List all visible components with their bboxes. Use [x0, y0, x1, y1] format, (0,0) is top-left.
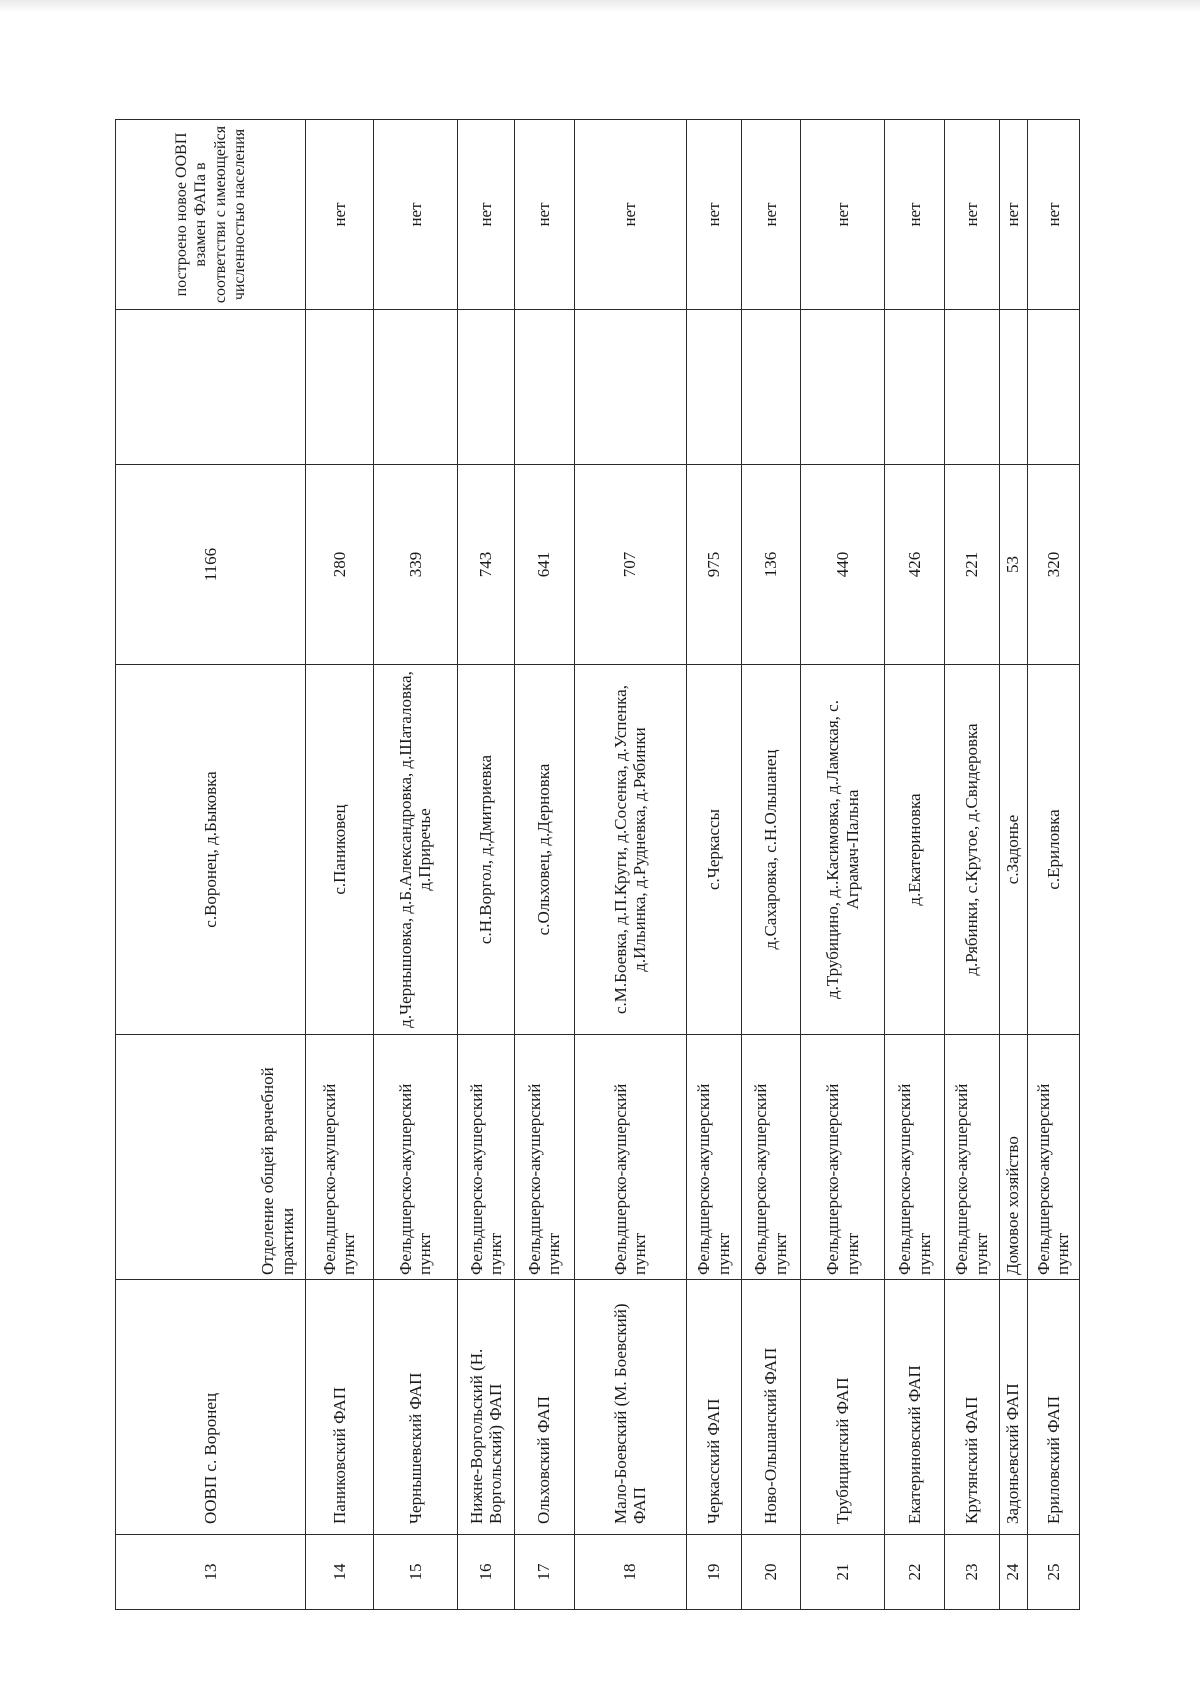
row-number: 13 [116, 1535, 306, 1610]
facility-name: Екатериновский ФАП [885, 1280, 945, 1535]
population-count: 339 [373, 465, 458, 665]
note-cell: нет [741, 120, 800, 310]
facility-name: Черкасский ФАП [686, 1280, 741, 1535]
facility-type: Фельдшерско-акушерский пункт [514, 1035, 574, 1280]
facility-type: Фельдшерско-акушерский пункт [574, 1035, 686, 1280]
population-count: 743 [458, 465, 515, 665]
population-count: 440 [800, 465, 885, 665]
note-cell: нет [514, 120, 574, 310]
row-number: 23 [945, 1535, 999, 1610]
table-row [999, 120, 1027, 1610]
note-cell: нет [1027, 120, 1079, 310]
population-count: 136 [741, 465, 800, 665]
table-row [945, 120, 999, 1610]
row-number: 19 [686, 1535, 741, 1610]
empty-cell [458, 310, 515, 465]
note-cell: нет [686, 120, 741, 310]
settlements-served: с.Ериловка [1027, 665, 1079, 1035]
empty-cell [116, 310, 306, 465]
table-row [514, 120, 574, 1610]
settlements-served: д.Сахаровка, с.Н.Ольшанец [741, 665, 800, 1035]
table-row [1027, 120, 1079, 1610]
settlements-served: с.Черкассы [686, 665, 741, 1035]
table-row [116, 120, 306, 1610]
population-count: 280 [306, 465, 373, 665]
facilities-table [115, 119, 1080, 1610]
empty-cell [373, 310, 458, 465]
table-row [686, 120, 741, 1610]
facility-type: Отделение общей врачебной практики [116, 1035, 306, 1280]
row-number: 21 [800, 1535, 885, 1610]
settlements-served: д.Екатериновка [885, 665, 945, 1035]
note-cell: нет [373, 120, 458, 310]
facility-type: Фельдшерско-акушерский пункт [800, 1035, 885, 1280]
settlements-served: с.Паниковец [306, 665, 373, 1035]
row-number: 20 [741, 1535, 800, 1610]
empty-cell [1027, 310, 1079, 465]
settlements-served: с.Ольховец, д.Дерновка [514, 665, 574, 1035]
facility-type: Фельдшерско-акушерский пункт [741, 1035, 800, 1280]
note-cell: нет [885, 120, 945, 310]
facility-name: Нижне-Воргольский (Н. Воргольский) ФАП [458, 1280, 515, 1535]
row-number: 17 [514, 1535, 574, 1610]
row-number: 22 [885, 1535, 945, 1610]
population-count: 426 [885, 465, 945, 665]
facility-name: Чернышевский ФАП [373, 1280, 458, 1535]
population-count: 53 [999, 465, 1027, 665]
settlements-served: с.Воронец, д.Быковка [116, 665, 306, 1035]
row-number: 18 [574, 1535, 686, 1610]
row-number: 14 [306, 1535, 373, 1610]
facility-type: Фельдшерско-акушерский пункт [885, 1035, 945, 1280]
row-number: 16 [458, 1535, 515, 1610]
empty-cell [741, 310, 800, 465]
empty-cell [945, 310, 999, 465]
population-count: 320 [1027, 465, 1079, 665]
facility-type: Фельдшерско-акушерский пункт [306, 1035, 373, 1280]
empty-cell [885, 310, 945, 465]
facility-name: Трубицинский ФАП [800, 1280, 885, 1535]
facility-name: Ольховский ФАП [514, 1280, 574, 1535]
table-row [306, 120, 373, 1610]
facility-type: Фельдшерско-акушерский пункт [686, 1035, 741, 1280]
facility-name: Задоньевский ФАП [999, 1280, 1027, 1535]
facility-type: Фельдшерско-акушерский пункт [373, 1035, 458, 1280]
note-cell: нет [800, 120, 885, 310]
table-row [574, 120, 686, 1610]
facility-name: Ново-Ольшанский ФАП [741, 1280, 800, 1535]
facility-name: Мало-Боевский (М. Боевский) ФАП [574, 1280, 686, 1535]
note-cell: нет [306, 120, 373, 310]
empty-cell [574, 310, 686, 465]
population-count: 641 [514, 465, 574, 665]
table-row [885, 120, 945, 1610]
row-number: 24 [999, 1535, 1027, 1610]
facility-type: Домовое хозяйство [999, 1035, 1027, 1280]
note-cell: нет [458, 120, 515, 310]
note-cell: нет [999, 120, 1027, 310]
settlements-served: д.Рябинки, с.Крутое, д.Свидеровка [945, 665, 999, 1035]
facility-name: Крутянский ФАП [945, 1280, 999, 1535]
facility-name: ООВП с. Воронец [116, 1280, 306, 1535]
empty-cell [800, 310, 885, 465]
row-number: 15 [373, 1535, 458, 1610]
population-count: 975 [686, 465, 741, 665]
population-count: 221 [945, 465, 999, 665]
note-cell: построено новое ООВП взамен ФАПа в соответстви с имеющейся численностью населения [116, 120, 306, 310]
note-cell: нет [574, 120, 686, 310]
note-cell: нет [945, 120, 999, 310]
table-row [458, 120, 515, 1610]
facility-type: Фельдшерско-акушерский пункт [1027, 1035, 1079, 1280]
empty-cell [514, 310, 574, 465]
facility-name: Паниковский ФАП [306, 1280, 373, 1535]
table-body [116, 120, 1080, 1610]
population-count: 707 [574, 465, 686, 665]
table-row [373, 120, 458, 1610]
settlements-served: с.Задонье [999, 665, 1027, 1035]
facility-name: Ериловский ФАП [1027, 1280, 1079, 1535]
settlements-served: с.Н.Воргол, д.Дмитриевка [458, 665, 515, 1035]
table-row [741, 120, 800, 1610]
rotated-page-content [115, 120, 1080, 1610]
settlements-served: д.Чернышовка, д.Б.Александровка, д.Шаталовка, д.Приречье [373, 665, 458, 1035]
population-count: 1166 [116, 465, 306, 665]
empty-cell [306, 310, 373, 465]
settlements-served: д.Трубицино, д..Касимовка, д.Ламская, с. Аграмач-Пальна [800, 665, 885, 1035]
empty-cell [686, 310, 741, 465]
facility-type: Фельдшерско-акушерский пункт [945, 1035, 999, 1280]
table-row [800, 120, 885, 1610]
settlements-served: с.М.Боевка, д.П.Круги, д.Сосенка, д.Успенка, д.Ильинка, д.Рудневка, д.Рябинки [574, 665, 686, 1035]
scan-edge [0, 0, 1200, 12]
empty-cell [999, 310, 1027, 465]
facility-type: Фельдшерско-акушерский пункт [458, 1035, 515, 1280]
row-number: 25 [1027, 1535, 1079, 1610]
